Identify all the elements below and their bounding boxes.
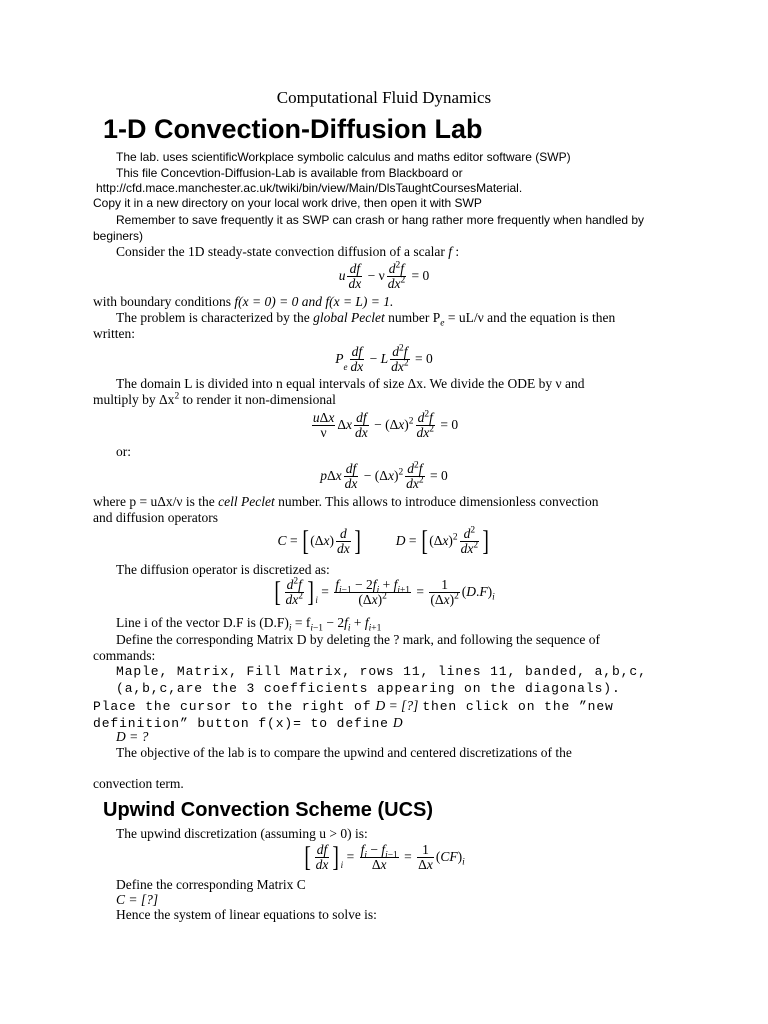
- equation-peclet: Pe $\frac{df}{dx}$ − L $\frac{d^2f}{dx^2}$ = 0: [335, 343, 433, 375]
- equation-upwind: [ $\frac{df}{dx}$ ]i = $\frac{f_i - f_{i-1}}{\Delta x}$ = $\frac{1}{\Delta x}$ $(CF)_i$: [304, 841, 465, 873]
- written-text: written:: [93, 326, 135, 341]
- intro-line-4: Copy it in a new directory on your local work drive, then open it with SWP: [93, 196, 482, 210]
- define-c-text: Define the corresponding Matrix C: [116, 877, 306, 892]
- line-i-text: Line i of the vector D.F is $(D.F)_i = f_{i-1} - 2f_i + f_{i+1}$: [116, 615, 382, 634]
- upwind-text: The upwind discretization (assuming u > 0) is:: [116, 826, 368, 841]
- equation-cell-peclet: pΔx $\frac{df}{dx}$ − $(\Delta x)^2$ $\frac{d^2f}{dx^2}$ = 0: [320, 460, 448, 492]
- operators-text: and diffusion operators: [93, 510, 218, 525]
- multiply-text: multiply by $\Delta x^2$ to render it non-dimensional: [93, 391, 336, 407]
- domain-text: The domain L is divided into n equal intervals of size Δx. We divide the ODE by ν and: [116, 376, 585, 391]
- page-title: 1-D Convection-Diffusion Lab: [103, 114, 483, 144]
- problem-text: The problem is characterized by the global Peclet number $P_e = uL/\nu$ and the equation is then: [116, 310, 616, 329]
- intro-line-1: The lab. uses scientificWorkplace symbolic calculus and maths editor software (SWP): [116, 150, 571, 164]
- d-equals: D = ?: [116, 729, 149, 744]
- place-cursor-text: Place the cursor to the right of D = [?] then click on the ”new: [93, 698, 614, 714]
- course-header: Computational Fluid Dynamics: [276, 88, 492, 107]
- or-text: or:: [116, 444, 131, 459]
- intro-line-2: This file Concevtion-Diffusion-Lab is available from Blackboard or: [116, 166, 463, 180]
- consider-text: Consider the 1D steady-state convection diffusion of a scalar f :: [116, 244, 460, 259]
- convection-term-text: convection term.: [93, 776, 184, 791]
- define-text: Define the corresponding Matrix D by deleting the ? mark, and following the sequence of: [116, 632, 600, 647]
- where-text: where p = uΔx/ν is the cell Peclet number. This allows to introduce dimensionless convection: [93, 494, 599, 509]
- definition-text: definition” button f(x)= to define D: [93, 715, 403, 731]
- maple-command-2: (a,b,c,are the 3 coefficients appearing on the diagonals).: [116, 681, 621, 696]
- section-heading-ucs: Upwind Convection Scheme (UCS): [103, 799, 434, 821]
- intro-line-5: Remember to save frequently it as SWP can crash or hang rather more frequently when handled by: [116, 213, 645, 227]
- equation-diffusion-discrete: [ $\frac{d^2f}{dx^2}$ ]i = $\frac{f_{i-1} - 2f_i + f_{i+1}}{(\Delta x)^2}$ = $\frac{1}{(\Delta x)^2}$ $(D.F)_i$: [274, 576, 495, 608]
- boundary-conditions: with boundary conditions f(x = 0) = 0 and f(x = L) = 1.: [93, 294, 394, 309]
- c-equals: C = [?]: [116, 892, 159, 907]
- equation-convection-diffusion: u $\frac{df}{dx}$ − ν $\frac{d^2f}{dx^2}$ = 0: [338, 260, 430, 292]
- diffusion-text: The diffusion operator is discretized as:: [116, 562, 330, 577]
- intro-line-6: beginers): [93, 229, 144, 243]
- intro-link[interactable]: http://cfd.mace.manchester.ac.uk/twiki/bin/view/Main/DlsTaughtCoursesMaterial.: [96, 181, 523, 195]
- maple-command-1: Maple, Matrix, Fill Matrix, rows 11, lines 11, banded, a,b,c,: [116, 664, 647, 679]
- equation-nondimensional: $\frac{\text{uΔx}}{\nu}$ Δx $\frac{df}{dx}$ − $(\Delta x)^2$ $\frac{d^2f}{dx^2}$ = 0: [312, 409, 459, 441]
- hence-text: Hence the system of linear equations to solve is:: [116, 907, 377, 922]
- commands-text: commands:: [93, 648, 156, 663]
- objective-text: The objective of the lab is to compare the upwind and centered discretizations of the: [116, 745, 572, 760]
- equation-operators: C = [(Δx) $\frac{d}{dx}$ ] $D = [(\Delta x)^2$ $\frac{d^2}{dx^2}$ ]: [277, 525, 490, 557]
